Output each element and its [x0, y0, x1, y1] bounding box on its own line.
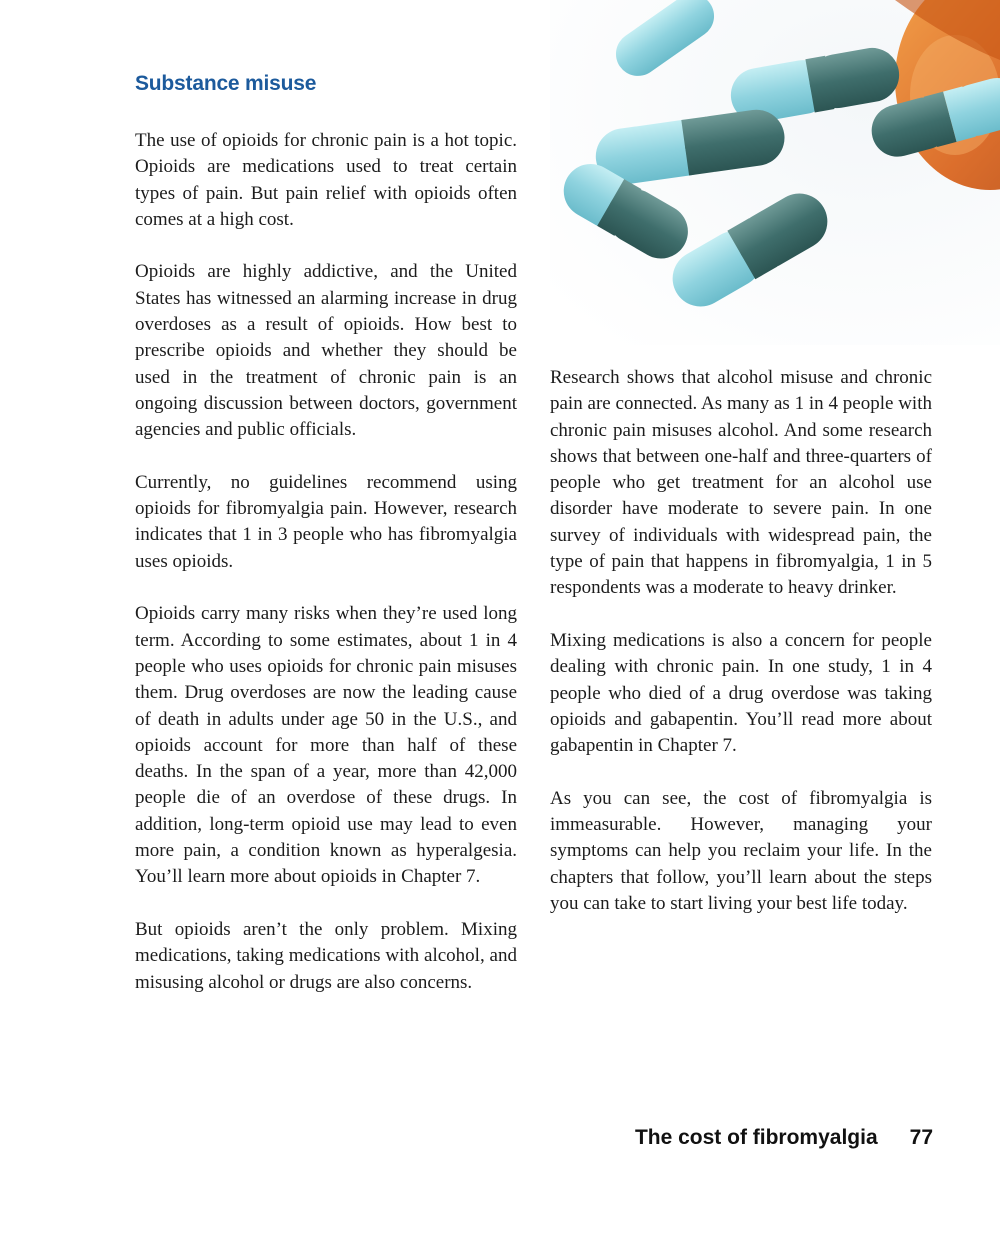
capsules-photo — [550, 0, 1000, 345]
chapter-title: The cost of fibromyalgia — [634, 1126, 878, 1149]
paragraph: But opioids aren’t the only problem. Mixing medications, taking medications with alcohol, and misusing alcohol or drugs are also concerns. — [135, 918, 517, 993]
page-number: 77 — [909, 1126, 933, 1149]
paragraph: Research shows that alcohol misuse and chronic pain are connected. As many as 1 in 4 people with chronic pain misuses alcohol. And some research shows that between one-half and three-quarters of people who get treatment for an alcohol use disorder have moderate to severe pain. In one survey of individuals with widespread pain, the type of pain that happens in fibromyalgia, 1 in 5 respondents was a moderate to heavy drinker. — [550, 367, 932, 599]
right-column — [550, 365, 932, 944]
section-heading: Substance misuse — [135, 72, 317, 95]
paragraph: Opioids are highly addictive, and the United States has witnessed an alarming increase in drug overdoses as a result of opioids. How best to prescribe opioids and whether they should be used in the treatment of chronic pain is an ongoing discussion between doctors, government agencies and public officials. — [135, 261, 517, 441]
paragraph: Currently, no guidelines recommend using opioids for fibromyalgia pain. However, research indicates that 1 in 3 people who has fibromyalgia uses opioids. — [135, 471, 517, 572]
left-column — [135, 128, 517, 1022]
paragraph: As you can see, the cost of fibromyalgia is immeasurable. However, managing your symptoms can help you reclaim your life. In the chapters that follow, you’ll learn about the steps you can take to start living your best life today. — [550, 787, 932, 914]
paragraph: Mixing medications is also a concern for people dealing with chronic pain. In one study, 1 in 4 people who died of a drug overdose was taking opioids and gabapentin. You’ll read more about gabapentin in Chapter 7. — [550, 629, 932, 757]
page-footer — [500, 1126, 933, 1150]
paragraph: Opioids carry many risks when they’re used long term. According to some estimates, about 1 in 4 people who uses opioids for chronic pain misuses them. Drug overdoses are now the leading cause of death in adults under age 50 in the U.S., and opioids account for more than half of these deaths. In the span of a year, more than 42,000 people die of an overdose of these drugs. In addition, long-term opioid use may lead to even more pain, a condition known as hyperalgesia. You’ll learn more about opioids in Chapter 7. — [135, 603, 517, 888]
paragraph: The use of opioids for chronic pain is a hot topic. Opioids are medications used to treat certain types of pain. But pain relief with opioids often comes at a high cost. — [135, 130, 517, 230]
